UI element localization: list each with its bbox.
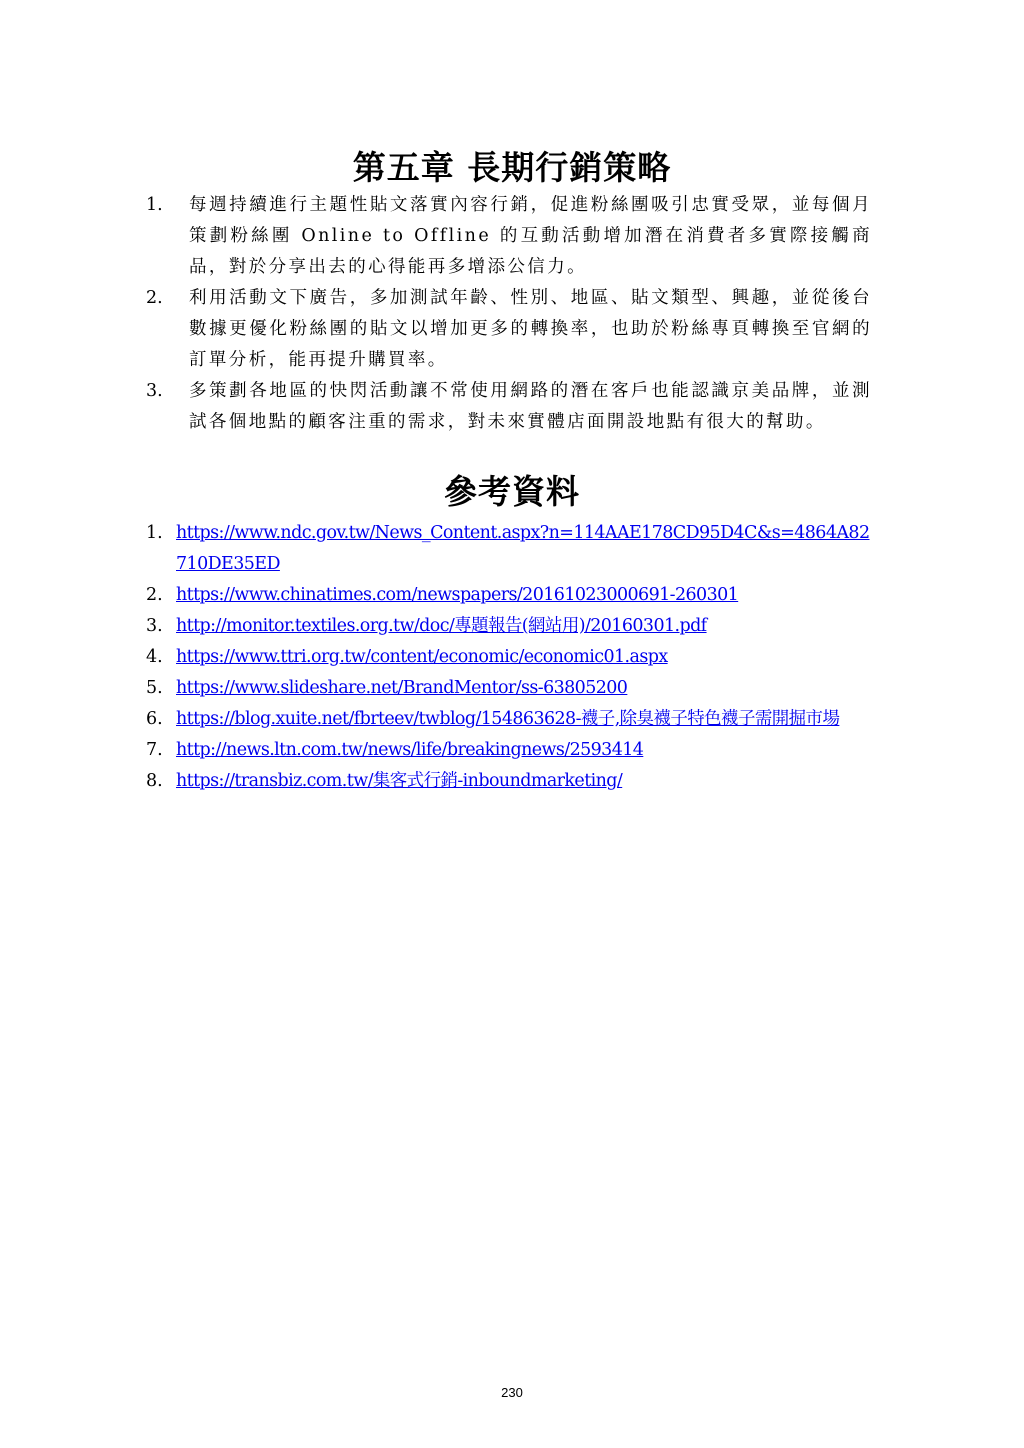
strategy-item-text: 利用活動文下廣告，多加測試年齡、性別、地區、貼文類型、興趣，並從後台數據更優化粉絲團的貼文以增加更多的轉換率，也助於粉絲專頁轉換至官網的訂單分析，能再提升購買率。: [189, 288, 872, 370]
reference-number: 6.: [146, 709, 163, 729]
reference-link[interactable]: http://monitor.textiles.org.tw/doc/專題報告(網站用)/20160301.pdf: [176, 616, 707, 636]
reference-number: 3.: [146, 616, 163, 636]
reference-item: [146, 673, 872, 704]
reference-link[interactable]: https://www.ttri.org.tw/content/economic/economic01.aspx: [176, 647, 668, 667]
reference-number: 2.: [146, 585, 163, 605]
reference-number: 8.: [146, 771, 163, 791]
reference-number: 1.: [146, 523, 163, 543]
reference-number: 5.: [146, 678, 163, 698]
reference-item: [146, 580, 872, 611]
reference-number: 7.: [146, 740, 163, 760]
reference-item: [146, 642, 872, 673]
reference-list: [146, 518, 872, 797]
strategy-list: [146, 190, 872, 438]
reference-item: [146, 766, 872, 797]
reference-item: [146, 735, 872, 766]
strategy-item-text: 每週持續進行主題性貼文落實內容行銷，促進粉絲團吸引忠實受眾，並每個月策劃粉絲團 Online to Offline 的互動活動增加潛在消費者多實際接觸商品，對於分享出去的心得能再多增添公信力。: [189, 195, 872, 277]
strategy-item-number: 2.: [146, 288, 163, 308]
reference-link[interactable]: http://news.ltn.com.tw/news/life/breakingnews/2593414: [176, 740, 644, 760]
strategy-item-number: 3.: [146, 381, 163, 401]
strategy-item: [146, 190, 872, 283]
reference-link[interactable]: https://transbiz.com.tw/集客式行銷-inboundmarketing/: [176, 771, 623, 791]
reference-link[interactable]: https://www.slideshare.net/BrandMentor/ss-63805200: [176, 678, 628, 698]
reference-number: 4.: [146, 647, 163, 667]
reference-link[interactable]: https://www.chinatimes.com/newspapers/20161023000691-260301: [176, 585, 739, 605]
page-number: 230: [501, 1385, 523, 1400]
reference-item: [146, 704, 872, 735]
strategy-item-text: 多策劃各地區的快閃活動讓不常使用網路的潛在客戶也能認識京美品牌，並測試各個地點的顧客注重的需求，對未來實體店面開設地點有很大的幫助。: [189, 381, 872, 432]
reference-link[interactable]: https://www.ndc.gov.tw/News_Content.aspx?n=114AAE178CD95D4C&s=4864A82710DE35ED: [176, 523, 870, 574]
chapter-title: 第五章 長期行銷策略: [352, 148, 672, 187]
reference-item: [146, 611, 872, 642]
reference-link[interactable]: https://blog.xuite.net/fbrteev/twblog/154863628-襪子,除臭襪子特色襪子需開掘市場: [176, 709, 840, 729]
reference-item: [146, 518, 872, 580]
strategy-item: [146, 283, 872, 376]
strategy-item-number: 1.: [146, 195, 163, 215]
references-title: 參考資料: [444, 472, 580, 511]
strategy-item: [146, 376, 872, 438]
